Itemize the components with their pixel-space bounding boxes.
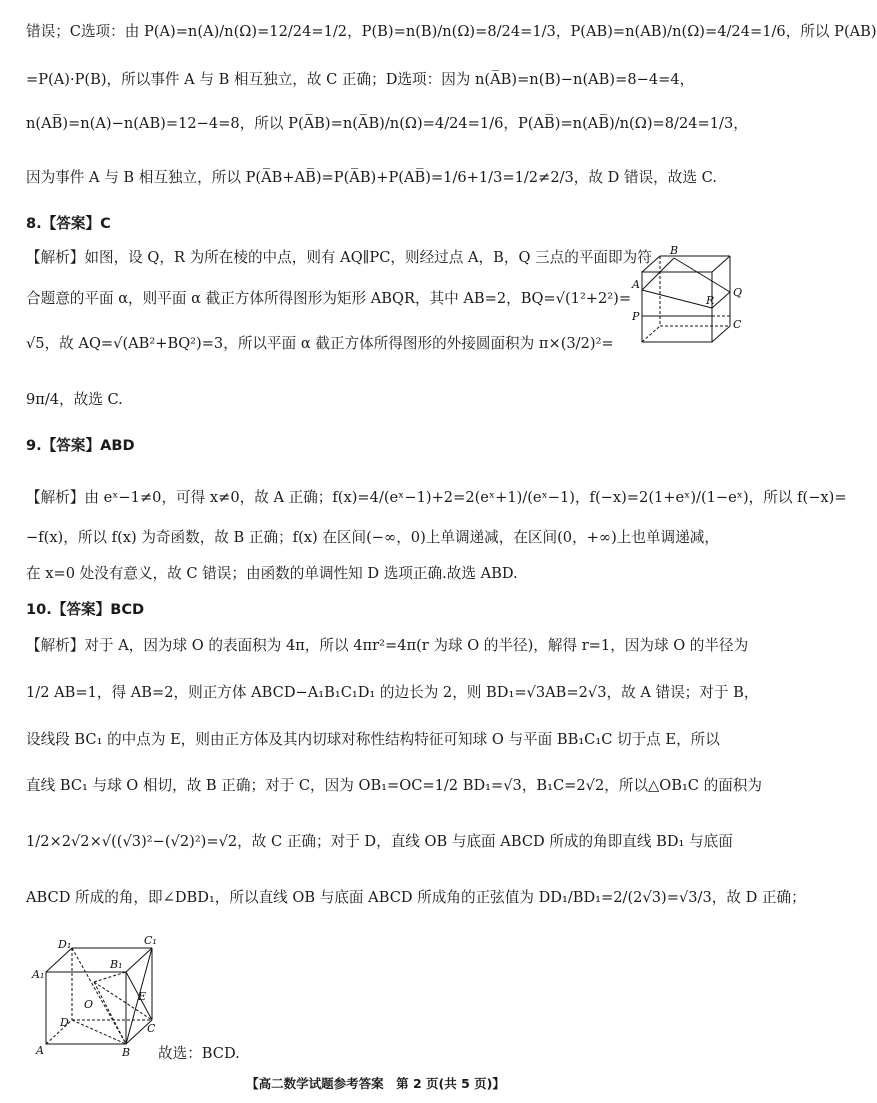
- solution-line-9a: 【解析】由 eˣ−1≠0，可得 x≠0，故 A 正确；f(x)=4/(eˣ−1)+2=2(eˣ+1)/(eˣ−1)，f(−x)=2(1+eˣ)/(1−eˣ)，所以 f(−x)=: [26, 489, 847, 506]
- solution-line-9b: −f(x)，所以 f(x) 为奇函数，故 B 正确；f(x) 在区间(−∞，0)上单调递减，在区间(0，+∞)上也单调递减，: [26, 529, 719, 546]
- answer-8-heading: 8.【答案】C: [26, 215, 111, 232]
- fig2-label-d1: D₁: [58, 938, 72, 951]
- fig2-label-o: O: [84, 998, 94, 1011]
- solution-line-10c: 设线段 BC₁ 的中点为 E，则由正方体及其内切球对称性结构特征可知球 O 与平面 BB₁C₁C 切于点 E，所以: [26, 731, 720, 748]
- fig2-label-d: D: [60, 1016, 69, 1029]
- fig1-label-c: C: [733, 318, 742, 331]
- fig1-label-r: R: [706, 294, 715, 307]
- page-footer: 【高二数学试题参考答案 第 2 页(共 5 页)】: [246, 1076, 505, 1091]
- solution-line-8a: 【解析】如图，设 Q，R 为所在棱的中点，则有 AQ∥PC，则经过点 A，B，Q 三点的平面即为符: [26, 249, 652, 266]
- solution-line-4: 因为事件 A 与 B 相互独立，所以 P(A̅B+AB̅)=P(A̅B)+P(AB̅)=1/6+1/3=1/2≠2/3，故 D 错误，故选 C.: [26, 169, 717, 186]
- fig1-label-a: A: [632, 278, 640, 291]
- solution-line-10g: 故选：BCD.: [158, 1045, 240, 1062]
- solution-line-10b: 1/2 AB=1，得 AB=2，则正方体 ABCD−A₁B₁C₁D₁ 的边长为 2，则 BD₁=√3AB=2√3，故 A 错误；对于 B，: [26, 684, 759, 701]
- answer-9-heading: 9.【答案】ABD: [26, 437, 135, 454]
- fig2-label-a1: A₁: [32, 968, 45, 981]
- fig1-label-b: B: [670, 244, 679, 257]
- fig1-label-q: Q: [733, 286, 743, 299]
- solution-line-8c: √5，故 AQ=√(AB²+BQ²)=3，所以平面 α 截正方体所得图形的外接圆面积为 π×(3/2)²=: [26, 335, 614, 352]
- fig2-label-b1: B₁: [110, 958, 123, 971]
- fig2-label-c: C: [147, 1022, 156, 1035]
- solution-line-10a: 【解析】对于 A，因为球 O 的表面积为 4π，所以 4πr²=4π(r 为球 O 的半径)，解得 r=1，因为球 O 的半径为: [26, 637, 749, 654]
- solution-line-9c: 在 x=0 处没有意义，故 C 错误；由函数的单调性知 D 选项正确.故选 ABD.: [26, 565, 518, 582]
- answer-10-heading: 10.【答案】BCD: [26, 601, 145, 618]
- solution-line-10f: ABCD 所成的角，即∠DBD₁，所以直线 OB 与底面 ABCD 所成角的正弦值为 DD₁/BD₁=2/(2√3)=√3/3，故 D 正确；: [26, 889, 806, 906]
- solution-line-8d: 9π/4，故选 C.: [26, 391, 123, 408]
- fig1-label-p: P: [632, 310, 640, 323]
- cube-figure-q8: [630, 244, 745, 350]
- solution-line-3: n(AB̅)=n(A)−n(AB)=12−4=8，所以 P(A̅B)=n(A̅B)/n(Ω)=4/24=1/6，P(AB̅)=n(AB̅)/n(Ω)=8/24=1/3，: [26, 115, 748, 132]
- fig2-label-e: E: [138, 990, 147, 1003]
- solution-line-8b: 合题意的平面 α，则平面 α 截正方体所得图形为矩形 ABQR，其中 AB=2，BQ=√(1²+2²)=: [26, 290, 632, 307]
- solution-line-1: 错误；C选项：由 P(A)=n(A)/n(Ω)=12/24=1/2，P(B)=n(B)/n(Ω)=8/24=1/3，P(AB)=n(AB)/n(Ω)=4/24=1/6，所以 P(AB): [26, 23, 877, 40]
- solution-line-10d: 直线 BC₁ 与球 O 相切，故 B 正确；对于 C，因为 OB₁=OC=1/2 BD₁=√3，B₁C=2√2，所以△OB₁C 的面积为: [26, 777, 762, 794]
- fig2-label-a: A: [36, 1044, 44, 1057]
- solution-line-2: =P(A)·P(B)，所以事件 A 与 B 相互独立，故 C 正确；D选项：因为 n(A̅B)=n(B)−n(AB)=8−4=4，: [26, 71, 695, 88]
- fig2-label-b: B: [122, 1046, 131, 1059]
- solution-line-10e: 1/2×2√2×√((√3)²−(√2)²)=√2，故 C 正确；对于 D，直线 OB 与底面 ABCD 所成的角即直线 BD₁ 与底面: [26, 833, 733, 850]
- fig2-label-c1: C₁: [144, 934, 157, 947]
- cube-figure-q10: [32, 936, 162, 1061]
